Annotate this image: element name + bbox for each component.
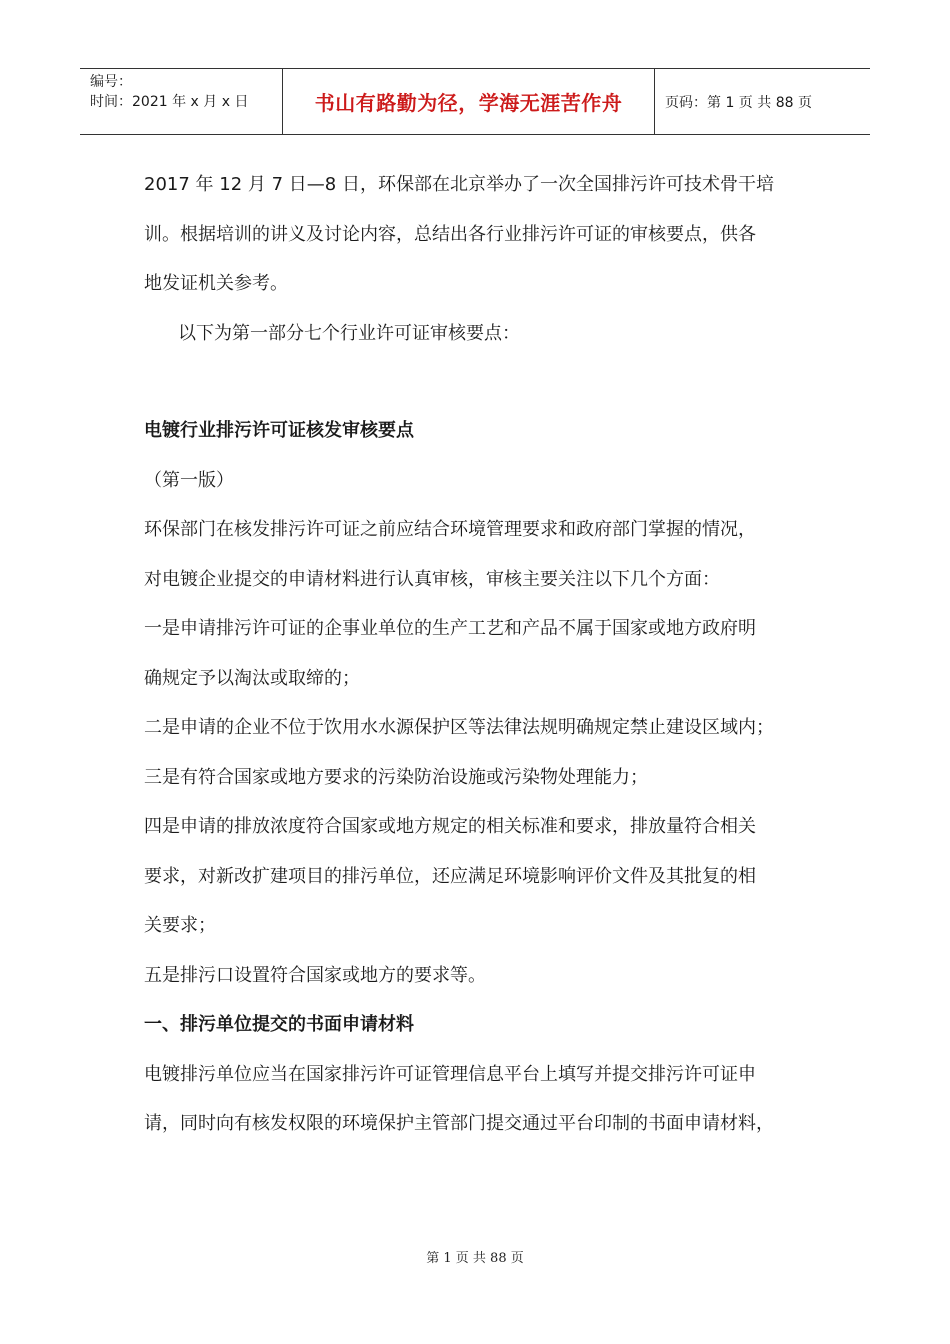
paragraph-line: 五是排污口设置符合国家或地方的要求等。 (144, 964, 486, 986)
paragraph-line: 电镀排污单位应当在国家排污许可证管理信息平台上填写并提交排污许可证申 (144, 1063, 756, 1085)
paragraph-line: 要求，对新改扩建项目的排污单位，还应满足环境影响评价文件及其批复的相 (144, 865, 756, 887)
intro-line: 2017 年 12 月 7 日—8 日，环保部在北京举办了一次全国排污许可技术骨干培 (144, 174, 774, 195)
document-time: 时间：2021 年 x 月 x 日 (90, 94, 249, 110)
paragraph-line: 请，同时向有核发权限的环境保护主管部门提交通过平台印制的书面申请材料， (144, 1113, 774, 1134)
document-body (144, 160, 814, 1149)
header-motto: 书山有路勤为径，学海无涯苦作舟 (283, 69, 655, 134)
paragraph-line: 对电镀企业提交的申请材料进行认真审核，审核主要关注以下几个方面： (144, 568, 720, 590)
subsection-title: 一、排污单位提交的书面申请材料 (144, 1014, 414, 1035)
intro-line: 地发证机关参考。 (144, 273, 288, 294)
header-page-info: 页码：第 1 页 共 88 页 (665, 94, 812, 111)
document-number-label: 编号： (90, 74, 132, 90)
paragraph-line: 四是申请的排放浓度符合国家或地方规定的相关标准和要求，排放量符合相关 (144, 816, 756, 837)
paragraph-line: 关要求； (144, 915, 216, 936)
intro-line: 训。根据培训的讲义及讨论内容，总结出各行业排污许可证的审核要点，供各 (144, 223, 756, 245)
section-title: 电镀行业排污许可证核发审核要点 (144, 420, 414, 441)
edition-label: （第一版） (144, 469, 234, 491)
blank-gap (144, 358, 814, 406)
paragraph-line: 二是申请的企业不位于饮用水水源保护区等法律法规明确规定禁止建设区域内； (144, 717, 774, 738)
paragraph-line: 环保部门在核发排污许可证之前应结合环境管理要求和政府部门掌握的情况， (144, 519, 756, 540)
page-header (80, 68, 870, 135)
intro-indent-line: 以下为第一部分七个行业许可证审核要点： (178, 322, 520, 344)
paragraph-line: 一是申请排污许可证的企事业单位的生产工艺和产品不属于国家或地方政府明 (144, 618, 756, 639)
header-meta (80, 69, 283, 134)
paragraph-line: 确规定予以淘汰或取缔的； (144, 667, 360, 689)
paragraph-line: 三是有符合国家或地方要求的污染防治设施或污染物处理能力； (144, 766, 648, 788)
page-footer: 第 1 页 共 88 页 (426, 1251, 524, 1266)
